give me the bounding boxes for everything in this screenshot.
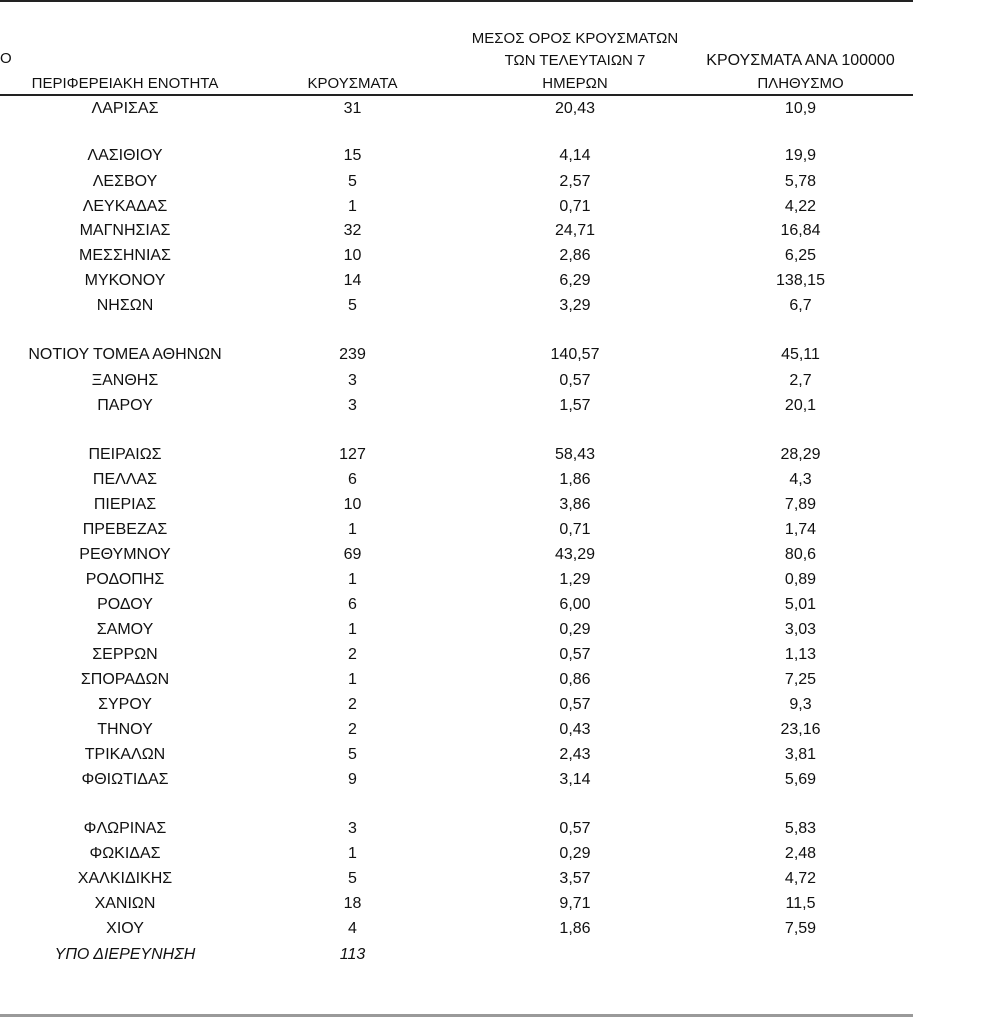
row-average-7-days: 0,57 — [559, 820, 591, 837]
row-average-7-days: 0,43 — [559, 721, 591, 738]
row-average-7-days: 1,86 — [559, 920, 591, 937]
row-region: ΡΟΔΟΠΗΣ — [85, 571, 165, 588]
row-region: ΛΕΥΚΑΔΑΣ — [82, 198, 168, 215]
row-average-7-days: 6,29 — [559, 272, 591, 289]
row-cases: 32 — [343, 222, 362, 239]
row-average-7-days: 43,29 — [554, 546, 596, 563]
row-region: ΧΑΛΚΙΔΙΚΗΣ — [77, 870, 173, 887]
row-per-100k: 0,89 — [784, 571, 817, 588]
row-region: ΦΩΚΙΔΑΣ — [89, 845, 161, 862]
row-region: ΠΑΡΟΥ — [97, 397, 153, 414]
row-per-100k: 1,74 — [784, 521, 817, 538]
row-per-100k: 7,89 — [784, 496, 817, 513]
row-per-100k: 4,3 — [789, 471, 812, 488]
top-rule — [0, 0, 913, 2]
row-average-7-days: 3,57 — [559, 870, 591, 887]
row-average-7-days: 6,00 — [559, 596, 591, 613]
row-per-100k: 23,16 — [780, 721, 821, 738]
row-per-100k: 5,83 — [784, 820, 817, 837]
row-average-7-days: 1,57 — [559, 397, 591, 414]
row-per-100k: 28,29 — [780, 446, 821, 463]
row-cases: 69 — [343, 546, 362, 563]
row-average-7-days: 0,57 — [559, 372, 591, 389]
row-cases: 1 — [348, 571, 357, 588]
row-cases: 5 — [348, 746, 357, 763]
header-per-100k-line2: ΠΛΗΘΥΣΜΟ — [757, 75, 844, 92]
row-per-100k: 4,22 — [784, 198, 817, 215]
row-cases: 127 — [339, 446, 366, 463]
row-per-100k: 7,25 — [784, 671, 817, 688]
row-region: ΣΑΜΟΥ — [96, 621, 154, 638]
row-average-7-days: 0,71 — [559, 521, 591, 538]
row-cases: 1 — [348, 521, 357, 538]
header-per-100k-line1: ΚΡΟΥΣΜΑΤΑ ΑΝΑ 100000 — [706, 52, 895, 69]
row-region: ΠΕΛΛΑΣ — [92, 471, 158, 488]
header-rule — [0, 94, 913, 96]
row-per-100k: 19,9 — [784, 147, 817, 164]
row-cases: 15 — [343, 147, 362, 164]
row-cases: 6 — [348, 471, 357, 488]
row-per-100k: 5,78 — [784, 173, 817, 190]
row-cases: 5 — [348, 173, 357, 190]
row-average-7-days: 2,86 — [559, 247, 591, 264]
row-per-100k: 5,69 — [784, 771, 817, 788]
row-per-100k: 5,01 — [784, 596, 817, 613]
row-average-7-days: 3,86 — [559, 496, 591, 513]
row-per-100k: 3,81 — [784, 746, 817, 763]
header-cut-text: Ο — [0, 50, 12, 67]
row-average-7-days: 24,71 — [554, 222, 596, 239]
row-cases: 3 — [348, 820, 357, 837]
row-region: ΡΟΔΟΥ — [97, 596, 153, 613]
header-average-line3: ΗΜΕΡΩΝ — [542, 75, 608, 92]
under-investigation-label: ΥΠΟ ΔΙΕΡΕΥΝΗΣΗ — [54, 946, 196, 963]
under-investigation-cases: 113 — [339, 946, 366, 963]
row-region: ΝΗΣΩΝ — [96, 297, 154, 314]
bottom-rule — [0, 1014, 913, 1017]
row-cases: 10 — [343, 496, 362, 513]
header-average-line2: ΤΩΝ ΤΕΛΕΥΤΑΙΩΝ 7 — [504, 52, 646, 69]
row-cases: 3 — [348, 372, 357, 389]
row-cases: 4 — [348, 920, 357, 937]
row-per-100k: 2,48 — [784, 845, 817, 862]
row-region: ΧΙΟΥ — [106, 920, 144, 937]
row-average-7-days: 140,57 — [550, 346, 600, 363]
row-region: ΛΑΣΙΘΙΟΥ — [87, 147, 163, 164]
row-per-100k: 80,6 — [784, 546, 817, 563]
row-per-100k: 11,5 — [785, 895, 816, 912]
header-average-line1: ΜΕΣΟΣ ΟΡΟΣ ΚΡΟΥΣΜΑΤΩΝ — [471, 30, 679, 47]
row-cases: 14 — [343, 272, 362, 289]
row-region: ΡΕΘΥΜΝΟΥ — [79, 546, 171, 563]
row-average-7-days: 3,29 — [559, 297, 591, 314]
row-region: ΦΛΩΡΙΝΑΣ — [83, 820, 167, 837]
row-average-7-days: 20,43 — [554, 100, 596, 117]
row-cases: 5 — [348, 870, 357, 887]
row-region: ΝΟΤΙΟΥ ΤΟΜΕΑ ΑΘΗΝΩΝ — [28, 346, 222, 363]
row-average-7-days: 2,57 — [559, 173, 591, 190]
row-region: ΤΗΝΟΥ — [97, 721, 153, 738]
row-cases: 239 — [339, 346, 366, 363]
header-cases: ΚΡΟΥΣΜΑΤΑ — [307, 75, 398, 92]
row-per-100k: 20,1 — [784, 397, 817, 414]
row-average-7-days: 0,71 — [559, 198, 591, 215]
row-region: ΠΙΕΡΙΑΣ — [93, 496, 157, 513]
row-cases: 1 — [348, 671, 357, 688]
row-cases: 10 — [343, 247, 362, 264]
row-cases: 1 — [348, 621, 357, 638]
row-cases: 9 — [348, 771, 357, 788]
row-region: ΞΑΝΘΗΣ — [91, 372, 159, 389]
row-per-100k: 1,13 — [784, 646, 817, 663]
row-average-7-days: 4,14 — [559, 147, 591, 164]
row-cases: 1 — [348, 845, 357, 862]
row-cases: 3 — [348, 397, 357, 414]
row-region: ΜΑΓΝΗΣΙΑΣ — [79, 222, 171, 239]
row-region: ΤΡΙΚΑΛΩΝ — [84, 746, 166, 763]
row-cases: 2 — [348, 646, 357, 663]
row-average-7-days: 58,43 — [554, 446, 596, 463]
row-per-100k: 3,03 — [784, 621, 817, 638]
row-per-100k: 4,72 — [784, 870, 817, 887]
row-cases: 18 — [343, 895, 362, 912]
row-per-100k: 9,3 — [789, 696, 812, 713]
row-cases: 6 — [348, 596, 357, 613]
row-average-7-days: 0,57 — [559, 646, 591, 663]
row-region: ΛΑΡΙΣΑΣ — [91, 100, 159, 117]
row-average-7-days: 3,14 — [559, 771, 591, 788]
row-average-7-days: 9,71 — [559, 895, 591, 912]
row-per-100k: 138,15 — [776, 272, 825, 289]
row-average-7-days: 2,43 — [559, 746, 591, 763]
row-per-100k: 45,11 — [781, 346, 820, 363]
row-per-100k: 6,25 — [784, 247, 817, 264]
row-region: ΠΕΙΡΑΙΩΣ — [88, 446, 162, 463]
row-region: ΦΘΙΩΤΙΔΑΣ — [81, 771, 169, 788]
row-per-100k: 10,9 — [784, 100, 817, 117]
row-region: ΣΥΡΟΥ — [98, 696, 152, 713]
row-region: ΧΑΝΙΩΝ — [94, 895, 156, 912]
row-per-100k: 16,84 — [780, 222, 821, 239]
row-average-7-days: 0,29 — [559, 621, 591, 638]
row-average-7-days: 0,57 — [559, 696, 591, 713]
row-per-100k: 7,59 — [784, 920, 817, 937]
row-average-7-days: 0,86 — [559, 671, 591, 688]
row-cases: 5 — [348, 297, 357, 314]
row-cases: 2 — [348, 721, 357, 738]
row-region: ΣΕΡΡΩΝ — [92, 646, 158, 663]
row-region: ΣΠΟΡΑΔΩΝ — [80, 671, 170, 688]
row-region: ΛΕΣΒΟΥ — [92, 173, 158, 190]
row-average-7-days: 1,29 — [559, 571, 591, 588]
row-cases: 2 — [348, 696, 357, 713]
row-cases: 31 — [343, 100, 362, 117]
row-region: ΜΕΣΣΗΝΙΑΣ — [79, 247, 171, 264]
header-region: ΠΕΡΙΦΕΡΕΙΑΚΗ ΕΝΟΤΗΤΑ — [31, 75, 219, 92]
row-region: ΠΡΕΒΕΖΑΣ — [82, 521, 168, 538]
row-per-100k: 2,7 — [789, 372, 812, 389]
row-per-100k: 6,7 — [789, 297, 812, 314]
row-region: ΜΥΚΟΝΟΥ — [84, 272, 166, 289]
row-average-7-days: 0,29 — [559, 845, 591, 862]
row-average-7-days: 1,86 — [559, 471, 591, 488]
row-cases: 1 — [348, 198, 357, 215]
